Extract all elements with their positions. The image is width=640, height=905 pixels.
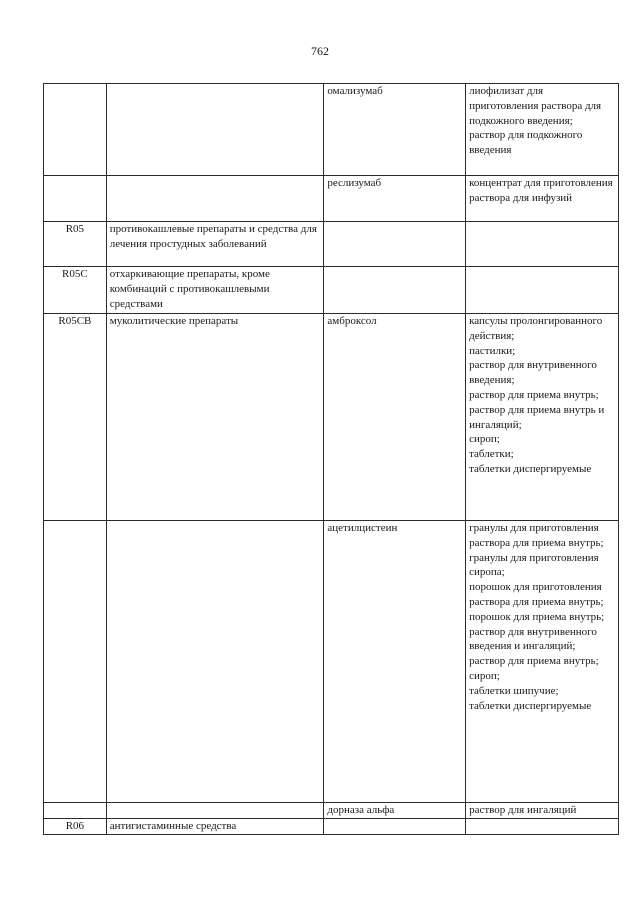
dosage-forms-cell <box>466 267 619 314</box>
atc-code-cell: R06 <box>44 819 107 835</box>
page-number: 762 <box>311 44 329 58</box>
drug-name-cell: амброксол <box>324 314 466 521</box>
dosage-forms-cell: капсулы пролонгированного действия; пастилки; раствор для внутривенного введения; раствор для приема внутрь; раствор для приема внутрь и ингаляций; сироп; таблетки; таблетки диспергируемые <box>466 314 619 521</box>
pharmacological-group-cell <box>106 803 324 819</box>
table-row <box>44 314 619 521</box>
pharmacological-group-cell <box>106 176 324 222</box>
drug-name-cell <box>324 267 466 314</box>
drug-name-cell: омализумаб <box>324 84 466 176</box>
atc-code-cell <box>44 84 107 176</box>
atc-code-cell <box>44 803 107 819</box>
pharmacological-group-cell <box>106 84 324 176</box>
table-row <box>44 222 619 267</box>
dosage-forms-cell <box>466 819 619 835</box>
drug-name-cell: реслизумаб <box>324 176 466 222</box>
atc-code-cell <box>44 176 107 222</box>
pharmacological-group-cell: антигистаминные средства <box>106 819 324 835</box>
dosage-forms-cell: лиофилизат для приготовления раствора для подкожного введения; раствор для подкожного введения <box>466 84 619 176</box>
dosage-forms-cell: концентрат для приготовления раствора для инфузий <box>466 176 619 222</box>
pharmacological-group-cell: противокашлевые препараты и средства для лечения простудных заболеваний <box>106 222 324 267</box>
dosage-forms-cell <box>466 222 619 267</box>
table-row <box>44 84 619 176</box>
drug-table <box>43 83 619 835</box>
pharmacological-group-cell: отхаркивающие препараты, кроме комбинаций с противокашлевыми средствами <box>106 267 324 314</box>
drug-name-cell <box>324 222 466 267</box>
pharmacological-group-cell <box>106 521 324 803</box>
atc-code-cell: R05CB <box>44 314 107 521</box>
table-row <box>44 176 619 222</box>
table-row <box>44 267 619 314</box>
dosage-forms-cell: раствор для ингаляций <box>466 803 619 819</box>
atc-code-cell <box>44 521 107 803</box>
dosage-forms-cell: гранулы для приготовления раствора для приема внутрь; гранулы для приготовления сиропа; порошок для приготовления раствора для приема внутрь; порошок для приема внутрь; раствор для внутривенного введения и ингаляций; раствор для приема внутрь; сироп; таблетки шипучие; таблетки диспергируемые <box>466 521 619 803</box>
pharmacological-group-cell: муколитические препараты <box>106 314 324 521</box>
atc-code-cell: R05 <box>44 222 107 267</box>
table-row <box>44 803 619 819</box>
table-row <box>44 521 619 803</box>
drug-name-cell: ацетилцистеин <box>324 521 466 803</box>
drug-name-cell: дорназа альфа <box>324 803 466 819</box>
atc-code-cell: R05C <box>44 267 107 314</box>
table-row <box>44 819 619 835</box>
drug-name-cell <box>324 819 466 835</box>
